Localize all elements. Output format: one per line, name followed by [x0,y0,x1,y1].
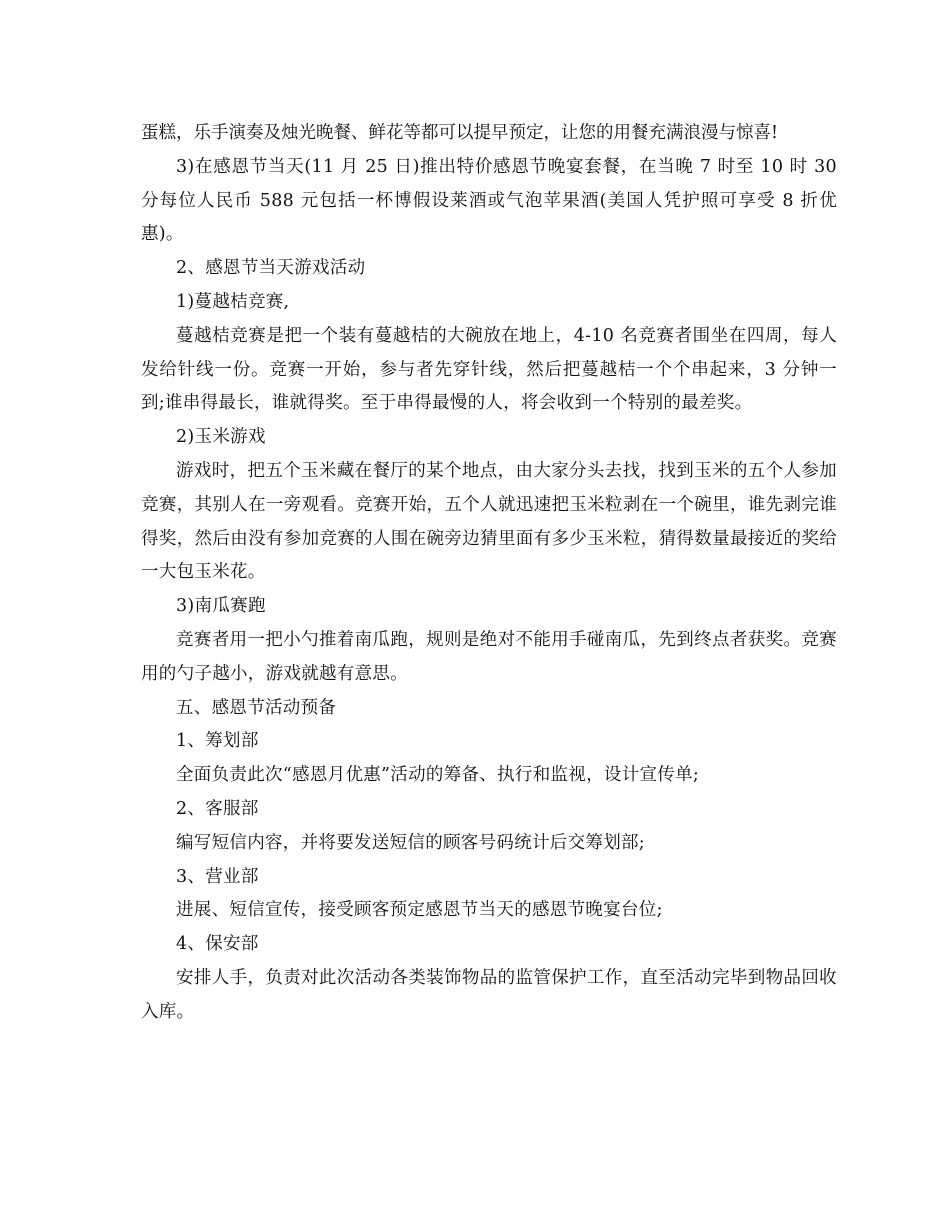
heading-security-department: 4、保安部 [176,934,259,955]
document-body [141,117,837,1030]
paragraph-corn-game: 游戏时，把五个玉米藏在餐厅的某个地点，由大家分头去找，找到玉米的五个人参加竞赛，其别人在一旁观看。竞赛开始，五个人就迅速把玉米粒剥在一个碗里，谁先剥完谁得奖，然后由没有参加竞赛的人围在碗旁边猜里面有多少玉米粒，猜得数量最接近的奖给一大包玉米花。 [141,460,837,583]
heading-cranberry-contest: 1)蔓越桔竞赛, [176,291,290,312]
paragraph-customer-service: 编写短信内容，并将要发送短信的顾客号码统计后交筹划部; [176,832,645,853]
heading-game-activities: 2、感恩节当天游戏活动 [176,258,366,279]
paragraph-sales-department: 进展、短信宣传，接受顾客预定感恩节当天的感恩节晚宴台位; [176,900,663,921]
heading-sales-department: 3、营业部 [176,866,259,887]
paragraph-security-department: 安排人手，负责对此次活动各类装饰物品的监管保护工作，直至活动完毕到物品回收入库。 [141,967,837,1022]
paragraph-planning-department: 全面负责此次“感恩月优惠”活动的筹备、执行和监视，设计宣传单; [176,765,700,786]
paragraph-cranberry-contest: 蔓越桔竞赛是把一个装有蔓越桔的大碗放在地上，4-10 名竞赛者围坐在四周，每人发给针线一份。竞赛一开始，参与者先穿针线，然后把蔓越桔一个个串起来，3 分钟一到;谁串得最长，谁就得奖。至于串得最慢的人，将会收到一个特别的最差奖。 [141,325,837,414]
paragraph-cake-booking: 蛋糕，乐手演奏及烛光晚餐、鲜花等都可以提早预定，让您的用餐充满浪漫与惊喜! [141,123,779,143]
heading-customer-service: 2、客服部 [176,798,259,819]
paragraph-special-dinner-package: 3)在感恩节当天(11 月 25 日)推出特价感恩节晚宴套餐，在当晚 7 时至 10 时 30 分每位人民币 588 元包括一杯博假设莱酒或气泡苹果酒(美国人凭护照可享受 8 折优惠)。 [141,156,837,245]
heading-event-preparation: 五、感恩节活动预备 [176,697,337,718]
heading-pumpkin-race: 3)南瓜赛跑 [176,596,266,617]
heading-planning-department: 1、筹划部 [176,731,259,752]
paragraph-pumpkin-race: 竞赛者用一把小勺推着南瓜跑，规则是绝对不能用手碰南瓜，先到终点者获奖。竞赛用的勺子越小，游戏就越有意思。 [141,629,837,684]
heading-corn-game: 2)玉米游戏 [176,427,266,448]
